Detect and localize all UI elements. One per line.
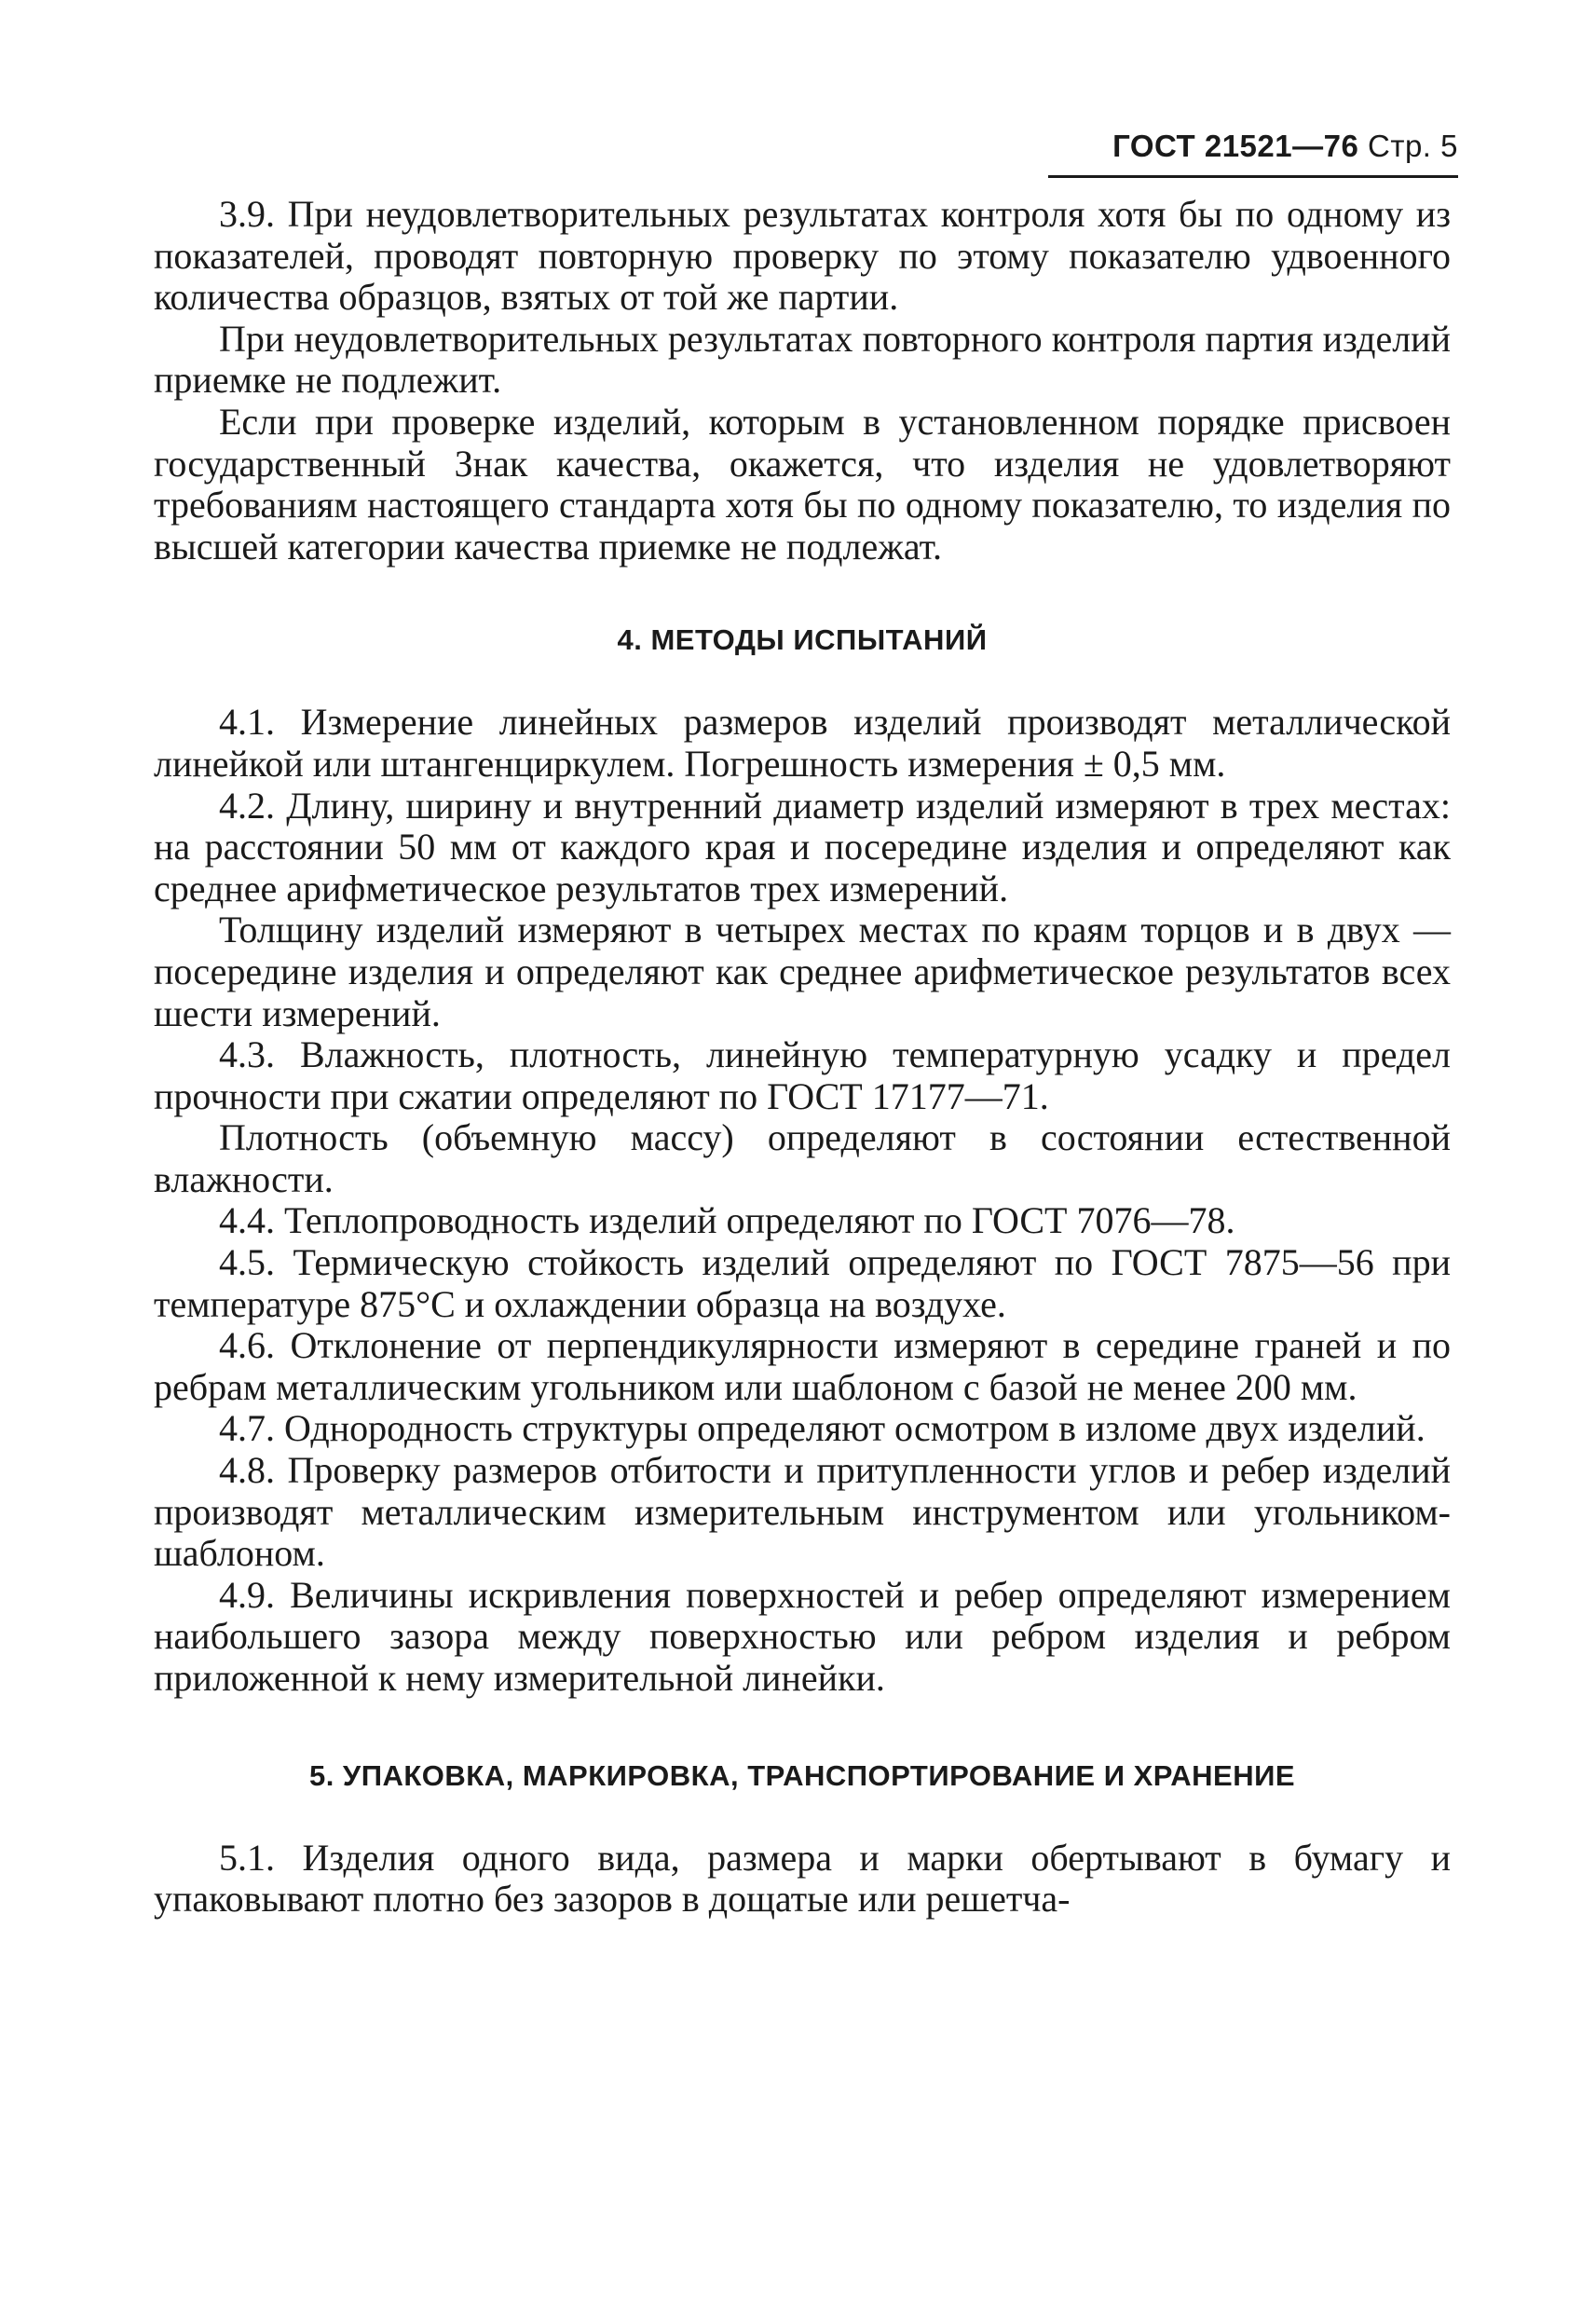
page-header <box>1048 129 1458 178</box>
document-body <box>154 194 1451 1921</box>
document-id: ГОСТ 21521—76 <box>1112 129 1359 163</box>
paragraph: Если при проверке изделий, которым в установленном порядке присвоен государственный Знак качества, окажется, что изделия не удовлетворяют требованиям настоящего стандарта хотя бы по одному показателю, то изделия по высшей категории качества приемке не подлежат. <box>154 400 1451 567</box>
paragraph: 4.6. Отклонение от перпендикулярности измеряют в середине граней и по ребрам металлическим угольником или шаблоном с базой не менее 200 мм. <box>154 1324 1451 1408</box>
paragraph: 5.1. Изделия одного вида, размера и марки обертывают в бумагу и упаковывают плотно без зазоров в дощатые или решетча- <box>154 1836 1451 1921</box>
paragraph: 4.7. Однородность структуры определяют осмотром в изломе двух изделий. <box>219 1407 1425 1450</box>
paragraph: При неудовлетворительных результатах повторного контроля партия изделий приемке не подлежит. <box>154 317 1451 402</box>
section-heading: 5. УПАКОВКА, МАРКИРОВКА, ТРАНСПОРТИРОВАНИЕ И ХРАНЕНИЕ <box>308 1758 1296 1792</box>
paragraph: 3.9. При неудовлетворительных результатах контроля хотя бы по одному из показателей, проводят повторную проверку по этому показателю удвоенного количества образцов, взятых от той же партии. <box>154 193 1451 319</box>
paragraph: 4.9. Величины искривления поверхностей и ребер определяют измерением наибольшего зазора между поверхностью или ребром изделия и ребром приложенной к нему измерительной линейки. <box>154 1573 1451 1699</box>
paragraph: 4.4. Теплопроводность изделий определяют по ГОСТ 7076—78. <box>219 1199 1235 1242</box>
paragraph: 4.1. Измерение линейных размеров изделий производят металлической линейкой или штангенциркулем. Погрешность измерения ± 0,5 мм. <box>154 701 1451 785</box>
paragraph: 4.3. Влажность, плотность, линейную температурную усадку и предел прочности при сжатии определяют по ГОСТ 17177—71. <box>154 1033 1451 1117</box>
paragraph: Плотность (объемную массу) определяют в состоянии естественной влажности. <box>154 1116 1451 1200</box>
page-number: Стр. 5 <box>1368 129 1458 163</box>
paragraph: 4.5. Термическую стойкость изделий определяют по ГОСТ 7875—56 при температуре 875°С и охлаждении образца на воздухе. <box>154 1241 1451 1325</box>
section-heading: 4. МЕТОДЫ ИСПЫТАНИЙ <box>617 623 988 657</box>
paragraph: Толщину изделий измеряют в четырех местах по краям торцов и в двух — посередине изделия и определяют как среднее арифметическое результатов всех шести измерений. <box>154 909 1451 1034</box>
paragraph: 4.8. Проверку размеров отбитости и притупленности углов и ребер изделий производят металлическим измерительным инструментом или угольником-шаблоном. <box>154 1449 1451 1575</box>
paragraph: 4.2. Длину, ширину и внутренний диаметр изделий измеряют в трех местах: на расстоянии 50 мм от каждого края и посередине изделия и определяют как среднее арифметическое результатов трех измерений. <box>154 784 1451 909</box>
